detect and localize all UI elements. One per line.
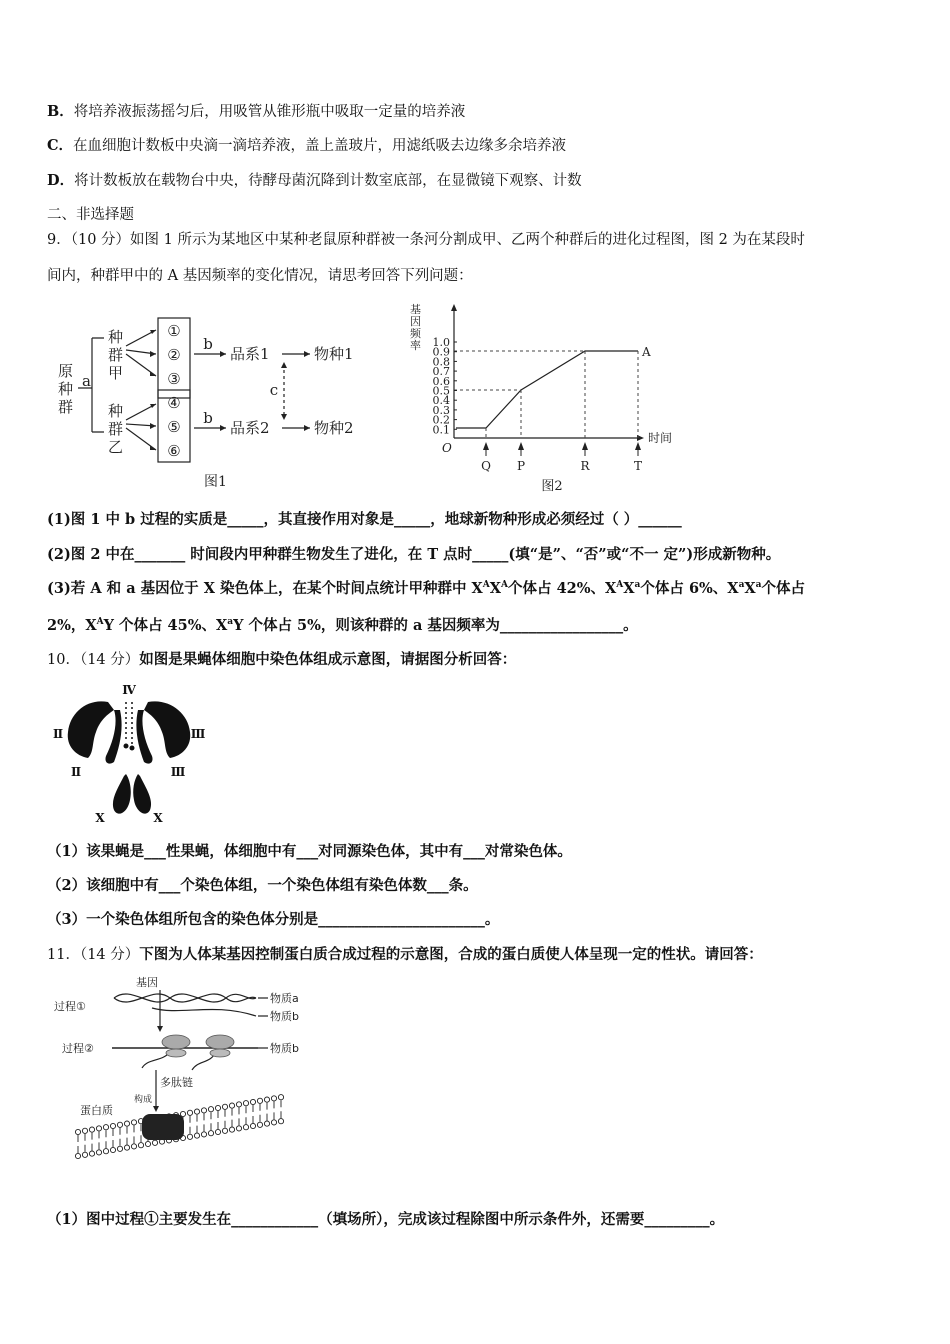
fig1-group-b-char: 种	[108, 402, 124, 420]
fig2-x-tick: P	[516, 459, 526, 473]
q9-figure-1	[52, 308, 382, 494]
lipid-head	[180, 1111, 185, 1116]
lipid-head	[103, 1149, 108, 1154]
q10-sub1: （1）该果蝇是___性果蝇，体细胞中有___对同源染色体，其中有___对常染色体。	[47, 843, 572, 860]
lipid-head	[208, 1131, 213, 1136]
lipid-head	[201, 1132, 206, 1137]
q9-sub1: (1)图 1 中 b 过程的实质是_____，其直接作用对象是_____，地球新物种形成必须经过（ ）______	[47, 511, 682, 528]
fig2-y-tick: 0.5	[432, 384, 450, 398]
q11-stem: 11．（14 分）下图为人体某基因控制蛋白质合成过程的示意图，合成的蛋白质使人体呈现一定的性状。请回答：	[47, 946, 763, 963]
fig2-y-tick: 0.7	[432, 365, 450, 379]
lipid-head	[271, 1120, 276, 1125]
lipid-head	[250, 1099, 255, 1104]
fig2-x-tick: Q	[481, 459, 491, 473]
circle-3: ③	[167, 370, 181, 388]
fig1-group-a-char: 种	[108, 328, 124, 346]
fig2-y-tick: 0.6	[432, 374, 450, 388]
lipid-head	[75, 1129, 80, 1134]
label-gene: 基因	[136, 976, 158, 989]
fig1-source-char: 种	[58, 380, 74, 398]
fig2-y-title-char: 率	[410, 339, 421, 352]
chromosome-label-iii-top: Ⅲ	[190, 727, 206, 741]
lipid-head	[110, 1147, 115, 1152]
fig1-source-char: 原	[58, 362, 74, 380]
fig2-y-tick: 0.2	[432, 413, 450, 427]
lipid-head	[243, 1101, 248, 1106]
strain-1: 品系1	[230, 345, 270, 363]
label-process-2: 过程②	[62, 1042, 94, 1055]
lipid-head	[278, 1095, 283, 1100]
label-protein: 蛋白质	[80, 1104, 113, 1117]
circle-5: ⑤	[167, 418, 181, 436]
lipid-head	[264, 1097, 269, 1102]
lipid-head	[145, 1141, 150, 1146]
fig1-group-a-char: 甲	[108, 364, 124, 382]
lipid-head	[103, 1125, 108, 1130]
lipid-head	[215, 1105, 220, 1110]
fig2-y-tick: 1.0	[432, 336, 450, 349]
chromosome-label-ii-top: Ⅱ	[52, 727, 64, 741]
fig1-label-b: b	[203, 335, 213, 353]
lipid-head	[229, 1127, 234, 1132]
lipid-head	[243, 1125, 248, 1130]
lipid-head	[187, 1110, 192, 1115]
fig1-source-char: 群	[58, 398, 74, 416]
lipid-head	[257, 1122, 262, 1127]
q10-chromosome-figure	[48, 680, 218, 828]
lipid-head	[250, 1123, 255, 1128]
species-1: 物种1	[314, 345, 354, 363]
q9-stem-line1: 9．（10 分）如图 1 所示为某地区中某种老鼠原种群被一条河分割成甲、乙两个种群后的进化过程图，图 2 为在某段时	[47, 232, 805, 248]
circle-4: ④	[167, 394, 181, 412]
q9-sub2: (2)图 2 中在_______ 时间段内甲种群生物发生了进化，在 T 点时_____(填“是”、“否”或“不一 定”)形成新物种。	[47, 546, 781, 563]
label-constitute: 构成	[134, 1095, 153, 1105]
fig2-origin: O	[442, 441, 452, 455]
chromosome-label-iii-bottom: Ⅲ	[170, 765, 186, 779]
lipid-head	[194, 1109, 199, 1114]
lipid-head	[124, 1145, 129, 1150]
option-b: B．将培养液振荡摇匀后，用吸管从锥形瓶中吸取一定量的培养液	[47, 103, 466, 120]
lipid-head	[89, 1127, 94, 1132]
q9-stem-line2: 间内，种群甲中的 A 基因频率的变化情况，请思考回答下列问题：	[47, 268, 473, 284]
lipid-head	[222, 1104, 227, 1109]
fig2-y-tick: 0.3	[432, 403, 450, 417]
q10-sub2: （2）该细胞中有___个染色体组，一个染色体组有染色体数___条。	[47, 877, 478, 894]
circle-1: ①	[167, 322, 181, 340]
q9-figure-2	[402, 300, 692, 496]
option-d: D．将计数板放在载物台中央，待酵母菌沉降到计数室底部，在显微镜下观察、计数	[47, 172, 582, 189]
lipid-head	[117, 1122, 122, 1127]
lipid-head	[82, 1128, 87, 1133]
lipid-head	[82, 1152, 87, 1157]
section-title: 二、非选择题	[47, 207, 134, 223]
lipid-head	[236, 1102, 241, 1107]
lipid-head	[117, 1146, 122, 1151]
chromosome-label-x-right: X	[153, 811, 163, 825]
lipid-head	[201, 1108, 206, 1113]
option-c: C．在血细胞计数板中央滴一滴培养液，盖上盖玻片，用滤纸吸去边缘多余培养液	[47, 137, 567, 154]
chromosome-label-x-left: X	[95, 811, 105, 825]
fig2-y-title-char: 频	[410, 327, 421, 340]
lipid-head	[222, 1128, 227, 1133]
lipid-head	[96, 1126, 101, 1131]
q11-sub1: （1）图中过程①主要发生在____________（填场所），完成该过程除图中所示条件外，还需要_________。	[47, 1211, 725, 1228]
label-substance-b-1: 物质b	[270, 1010, 299, 1023]
q11-protein-synthesis-figure	[52, 972, 332, 1177]
lipid-head	[194, 1133, 199, 1138]
lipid-head	[208, 1107, 213, 1112]
label-polypeptide: 多肽链	[160, 1076, 193, 1089]
lipid-head	[138, 1143, 143, 1148]
lipid-head	[271, 1096, 276, 1101]
fig2-y-tick: 0.4	[432, 394, 450, 408]
fig2-y-title-char: 基	[410, 303, 421, 316]
q10-sub3: （3）一个染色体组所包含的染色体分别是_______________________。	[47, 911, 500, 928]
lipid-head	[236, 1126, 241, 1131]
fig2-y-title-char: 因	[410, 315, 421, 328]
fig2-y-tick: 0.9	[432, 345, 450, 359]
fig1-group-a-char: 群	[108, 346, 124, 364]
lipid-head	[278, 1119, 283, 1124]
lipid-head	[131, 1120, 136, 1125]
fig2-curve-label: A	[642, 345, 651, 359]
lipid-head	[187, 1134, 192, 1139]
lipid-head	[96, 1150, 101, 1155]
label-substance-a: 物质a	[270, 992, 299, 1005]
lipid-head	[264, 1121, 269, 1126]
lipid-head	[229, 1103, 234, 1108]
circle-6: ⑥	[167, 442, 181, 460]
fig1-caption: 图1	[204, 474, 227, 490]
lipid-head	[89, 1151, 94, 1156]
fig2-x-title: 时间	[648, 431, 673, 445]
lipid-head	[75, 1153, 80, 1158]
lipid-head	[131, 1144, 136, 1149]
fig1-label-a: a	[82, 372, 91, 390]
fig1-group-b-char: 乙	[108, 438, 124, 456]
chromosome-label-iv: Ⅳ	[122, 683, 136, 697]
species-2: 物种2	[314, 419, 354, 437]
fig1-label-b: b	[203, 409, 213, 427]
q9-sub3-line2: 2%，$X^AY$ 个体占 45%、$X^aY$ 个体占 5%，则该种群的 a 基因频率为_________________。	[47, 617, 638, 634]
lipid-head	[152, 1140, 157, 1145]
q9-sub3-line1: (3)若 A 和 a 基因位于 X 染色体上，在某个时间点统计甲种群中 $X^AX^A$个体占 42%、$X^AX^a$个体占 6%、$X^aX^a$个体占	[47, 580, 806, 597]
fig1-label-c: c	[269, 381, 279, 399]
fig2-y-tick: 0.1	[432, 423, 450, 437]
lipid-head	[215, 1129, 220, 1134]
lipid-head	[124, 1121, 129, 1126]
fig2-x-tick: R	[580, 459, 590, 473]
label-substance-b-2: 物质b	[270, 1042, 299, 1055]
fig2-caption: 图2	[541, 479, 563, 494]
q10-stem: 10．（14 分）如图是果蝇体细胞中染色体组成示意图，请据图分析回答：	[47, 651, 517, 668]
circle-2: ②	[167, 346, 181, 364]
fig2-y-tick: 0.8	[432, 355, 450, 369]
lipid-head	[110, 1123, 115, 1128]
fig2-x-tick: T	[633, 459, 643, 473]
fig1-group-b-char: 群	[108, 420, 124, 438]
strain-2: 品系2	[230, 419, 270, 437]
chromosome-label-ii-bottom: Ⅱ	[70, 765, 82, 779]
lipid-head	[257, 1098, 262, 1103]
label-process-1: 过程①	[54, 1000, 86, 1013]
